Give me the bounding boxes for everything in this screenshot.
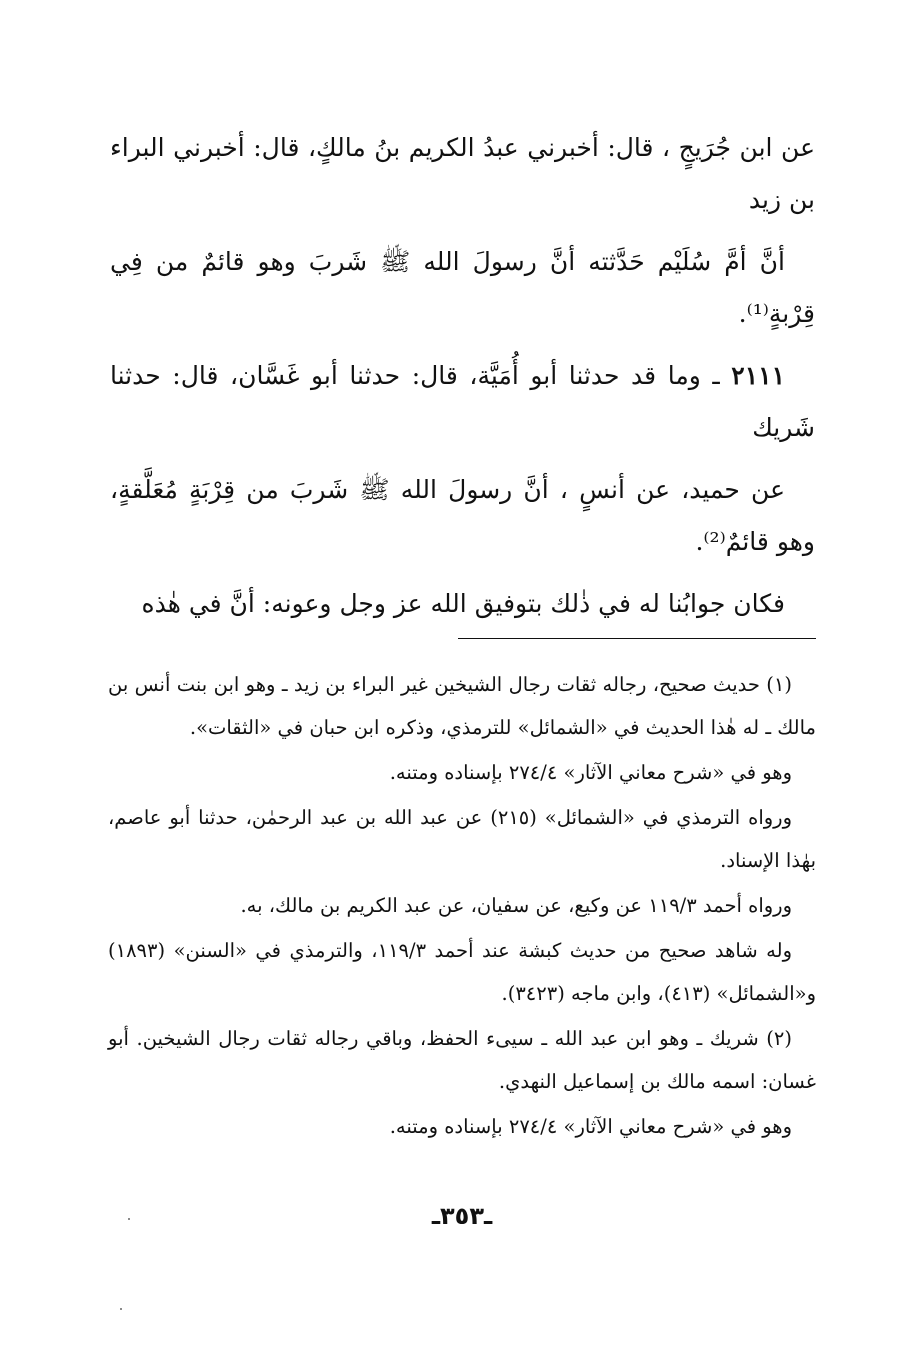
- footnotes: [108, 663, 816, 1150]
- footnote-1-shahid: وله شاهد صحيح من حديث كبشة عند أحمد ١١٩/٣، والترمذي في «السنن» (١٨٩٣) و«الشمائل» (٤١٣)، وابن ماجه (٣٤٢٣).: [108, 939, 816, 1005]
- main-text: [110, 122, 815, 640]
- footnote-2-source: وهو في «شرح معاني الآثار» ٢٧٤/٤ بإسناده ومتنه.: [389, 1115, 792, 1138]
- footnote-1: (١) حديث صحيح، رجاله ثقات رجال الشيخين غير البراء بن زيد ـ وهو ابن بنت أنس بن مالك ـ له هٰذا الحديث في «الشمائل» للترمذي، وذكره ابن حبان في «الثقات».: [108, 673, 816, 739]
- paragraph-matn-1: أنَّ أمَّ سُلَيْم حَدَّثته أنَّ رسولَ الله ﷺ شَربَ وهو قائمٌ من فِي قِرْبةٍ⁽¹⁾.: [110, 247, 815, 328]
- footnote-1-tirmidhi: ورواه الترمذي في «الشمائل» (٢١٥) عن عبد الله بن عبد الرحمٰن، حدثنا أبو عاصم، بهٰذا الإسناد.: [108, 806, 816, 872]
- footnote-1-ahmad: ورواه أحمد ١١٩/٣ عن وكيع، عن سفيان، عن عبد الكريم بن مالك، به.: [240, 894, 792, 917]
- paragraph-hadith-2111: [110, 350, 815, 454]
- paragraph-answer: فكان جوابُنا له في ذٰلك بتوفيق الله عز وجل وعونه: أنَّ في هٰذه: [141, 589, 785, 618]
- footnote-divider: [458, 638, 816, 639]
- footnote-1-source: وهو في «شرح معاني الآثار» ٢٧٤/٤ بإسناده ومتنه.: [389, 761, 792, 784]
- scan-speck: [128, 1218, 130, 1220]
- hadith-isnad-text: ـ وما قد حدثنا أبو أُمَيَّة، قال: حدثنا أبو غَسَّان، قال: حدثنا شَريك: [110, 361, 815, 442]
- paragraph-matn-2: عن حميد، عن أنسٍ ، أنَّ رسولَ الله ﷺ شَربَ من قِرْبَةٍ مُعَلَّقةٍ، وهو قائمٌ⁽²⁾.: [110, 475, 815, 556]
- scan-speck: [120, 1308, 122, 1310]
- paragraph-isnad-1: عن ابن جُرَيجٍ ، قال: أخبرني عبدُ الكريم بنُ مالكٍ، قال: أخبرني البراء بن زيد: [110, 133, 815, 214]
- page-number: ـ٣٥٣ـ: [431, 1202, 493, 1230]
- footnote-2: (٢) شريك ـ وهو ابن عبد الله ـ سيىء الحفظ، وباقي رجاله ثقات رجال الشيخين. أبو غسان: اسمه مالك بن إسماعيل النهدي.: [108, 1027, 816, 1093]
- hadith-number: ٢١١١: [731, 361, 786, 390]
